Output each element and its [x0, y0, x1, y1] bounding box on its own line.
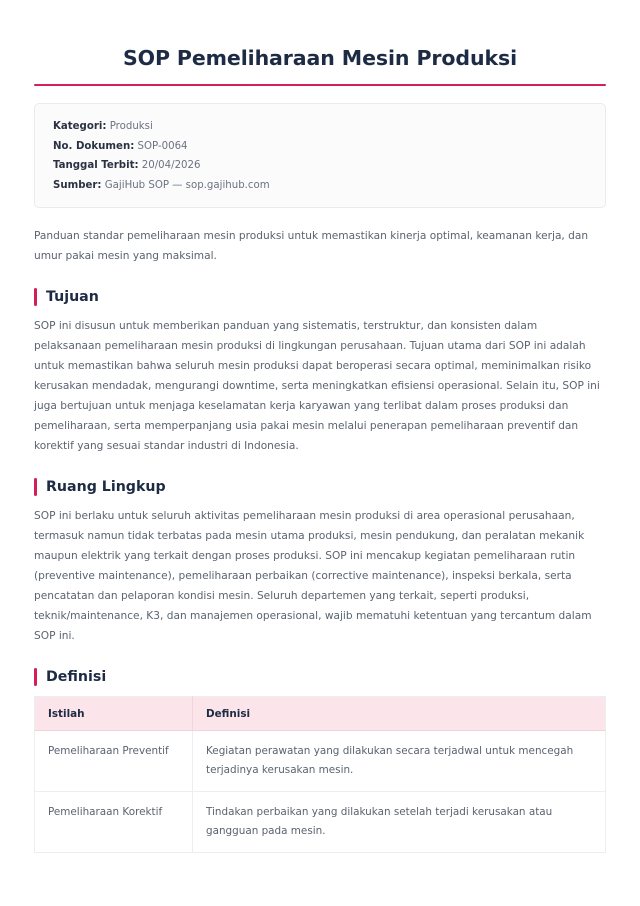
- cell-definisi: Tindakan perbaikan yang dilakukan setelah terjadi kerusakan atau gangguan pada mesin.: [193, 792, 606, 853]
- section-body-ruang-lingkup: SOP ini berlaku untuk seluruh aktivitas pemeliharaan mesin produksi di area operasional perusahaan, termasuk namun tidak terbatas pada mesin utama produksi, mesin pendukung, dan peralatan mekanik maupun elektrik yang terkait dengan proses produksi. SOP ini mencakup kegiatan pemeliharaan rutin (preventive maintenance), pemeliharaan perbaikan (corrective maintenance), inspeksi berkala, serta pencatatan dan pelaporan kondisi mesin. Seluruh departemen yang terkait, seperti produksi, teknik/maintenance, K3, dan manajemen operasional, wajib mematuhi ketentuan yang tercantum dalam SOP ini.: [34, 510, 592, 642]
- section-title-ruang-lingkup: Ruang Lingkup: [46, 479, 166, 495]
- table-header-row: [35, 697, 606, 731]
- cell-istilah: Pemeliharaan Preventif: [35, 731, 193, 792]
- definisi-table-head: [35, 697, 606, 731]
- accent-bar-icon: [34, 478, 37, 496]
- accent-bar-icon: [34, 668, 37, 686]
- meta-row-tanggal-terbit: [53, 156, 587, 176]
- meta-row-kategori: [53, 117, 587, 137]
- section-heading-ruang-lingkup: [34, 478, 606, 496]
- table-row: [35, 731, 606, 792]
- section-tujuan: [34, 288, 606, 456]
- section-title-definisi: Definisi: [46, 669, 107, 685]
- document-intro-paragraph: Panduan standar pemeliharaan mesin produksi untuk memastikan kinerja optimal, keamanan kerja, dan umur pakai mesin yang maksimal.: [34, 230, 589, 262]
- table-row: [35, 792, 606, 853]
- meta-label-no-dokumen: No. Dokumen:: [53, 140, 135, 152]
- column-header-definisi: Definisi: [193, 697, 606, 731]
- section-heading-tujuan: [34, 288, 606, 306]
- section-body-tujuan: SOP ini disusun untuk memberikan panduan yang sistematis, terstruktur, dan konsisten dalam pelaksanaan pemeliharaan mesin produksi di lingkungan perusahaan. Tujuan utama dari SOP ini adalah untuk memastikan bahwa seluruh mesin produksi dapat beroperasi secara optimal, meminimalkan risiko kerusakan mendadak, mengurangi downtime, serta meningkatkan efisiensi operasional. Selain itu, SOP ini juga bertujuan untuk menjaga keselamatan kerja karyawan yang terlibat dalam proses produksi dan pemeliharaan, serta memperpanjang usia pakai mesin melalui penerapan pemeliharaan preventif dan korektif yang sesuai standar industri di Indonesia.: [34, 320, 600, 452]
- meta-label-sumber: Sumber:: [53, 179, 102, 191]
- definisi-table: [34, 696, 606, 853]
- accent-bar-icon: [34, 288, 37, 306]
- meta-value-no-dokumen: SOP-0064: [137, 140, 188, 152]
- meta-label-kategori: Kategori:: [53, 121, 107, 132]
- page-title: SOP Pemeliharaan Mesin Produksi: [122, 46, 518, 70]
- cell-definisi: Kegiatan perawatan yang dilakukan secara terjadwal untuk mencegah terjadinya kerusakan mesin.: [193, 731, 606, 792]
- meta-row-no-dokumen: [53, 137, 587, 157]
- meta-value-kategori: Produksi: [109, 121, 153, 132]
- definisi-table-body: [35, 731, 606, 853]
- meta-value-tanggal-terbit: 20/04/2026: [141, 160, 201, 171]
- meta-value-sumber: GajiHub SOP — sop.gajihub.com: [104, 179, 270, 191]
- column-header-istilah: Istilah: [35, 697, 193, 731]
- section-ruang-lingkup: [34, 478, 606, 646]
- section-definisi: [34, 668, 606, 853]
- title-underline-rule: [34, 84, 606, 86]
- section-heading-definisi: [34, 668, 606, 686]
- meta-row-sumber: [53, 176, 587, 196]
- cell-istilah: Pemeliharaan Korektif: [35, 792, 193, 853]
- section-title-tujuan: Tujuan: [46, 289, 99, 305]
- document-metadata-box: [34, 103, 606, 208]
- meta-label-tanggal-terbit: Tanggal Terbit:: [53, 160, 139, 171]
